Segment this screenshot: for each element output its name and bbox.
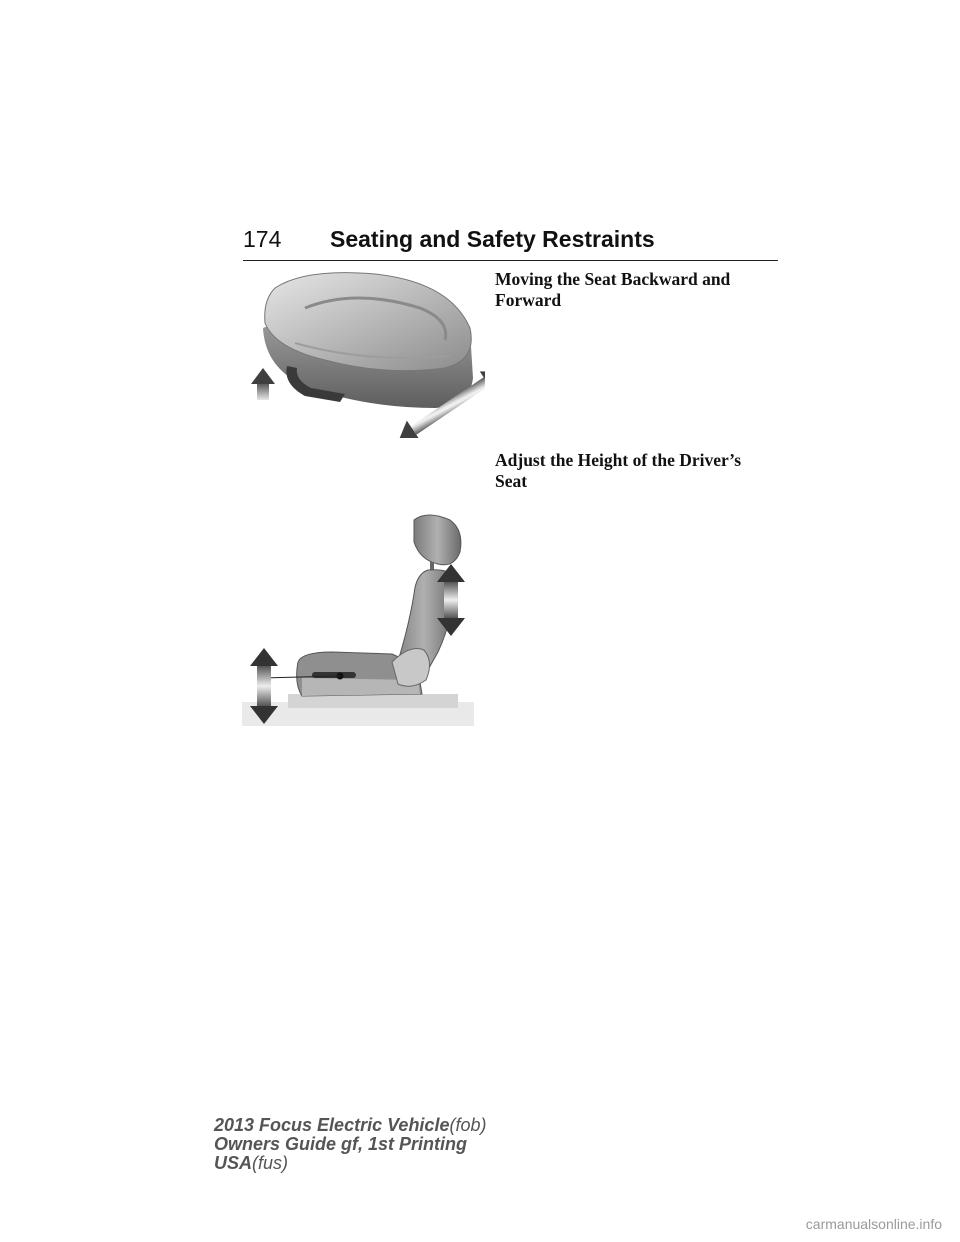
footer-market: USA [214, 1153, 253, 1173]
seat-height-illustration [242, 512, 474, 726]
footer-line [214, 1135, 486, 1154]
section-heading-line: Seat [495, 471, 528, 491]
footer-model: 2013 Focus Electric Vehicle [214, 1115, 450, 1135]
section-heading-line: Adjust the Height of the Driver’s [495, 450, 742, 470]
section-heading [495, 450, 775, 492]
seat-height-arrow [469, 582, 474, 583]
document-footer [214, 1116, 486, 1173]
page-header [243, 226, 778, 261]
section-heading-line: Moving the Seat Backward and [495, 269, 731, 289]
footer-line [214, 1154, 486, 1173]
lift-release-arrow [251, 368, 275, 400]
section-heading [495, 269, 775, 311]
footer-line [214, 1116, 486, 1135]
page-number: 174 [243, 226, 282, 252]
footer-tag: (fus) [252, 1153, 289, 1173]
footer-printing: Owners Guide gf, 1st Printing [214, 1134, 468, 1154]
section-heading-line: Forward [495, 290, 562, 310]
section-title: Seating and Safety Restraints [330, 226, 655, 252]
footer-tag: (fob) [449, 1115, 487, 1135]
seat-slide-illustration [245, 268, 485, 438]
watermark: carmanualsonline.info [805, 1216, 942, 1232]
